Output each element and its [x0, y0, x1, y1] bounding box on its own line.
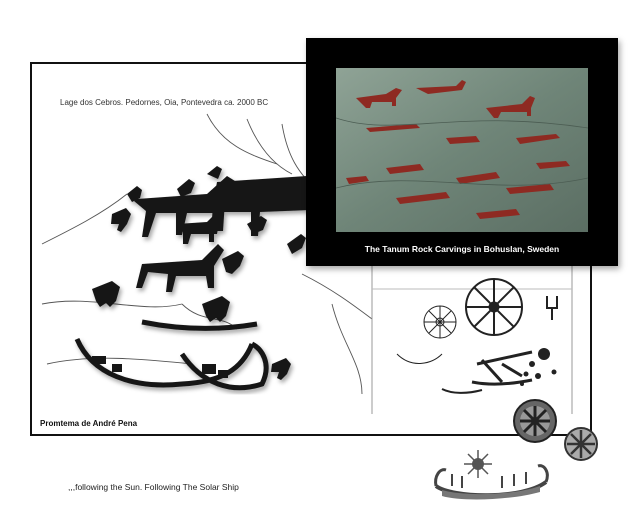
- animal-figures: [92, 166, 323, 380]
- photo-caption: The Tanum Rock Carvings in Bohuslan, Sweden: [364, 244, 560, 254]
- sun-wheel-small-icon: [563, 426, 599, 462]
- ship-figures: [77, 322, 266, 388]
- photo-card: [306, 38, 618, 266]
- closing-text: ,,,following the Sun. Following The Solar Ship: [68, 482, 239, 492]
- credit-text: Promtema de André Pena: [40, 419, 138, 428]
- sun-wheel-icon: [512, 398, 558, 444]
- site-caption: Lage dos Cebros. Pedornes, Oia, Pontevedra ca. 2000 BC: [60, 98, 269, 107]
- solar-ship-icon: [432, 446, 550, 502]
- rock-carving-photo: [336, 68, 588, 232]
- sketch-figures: [372, 264, 572, 414]
